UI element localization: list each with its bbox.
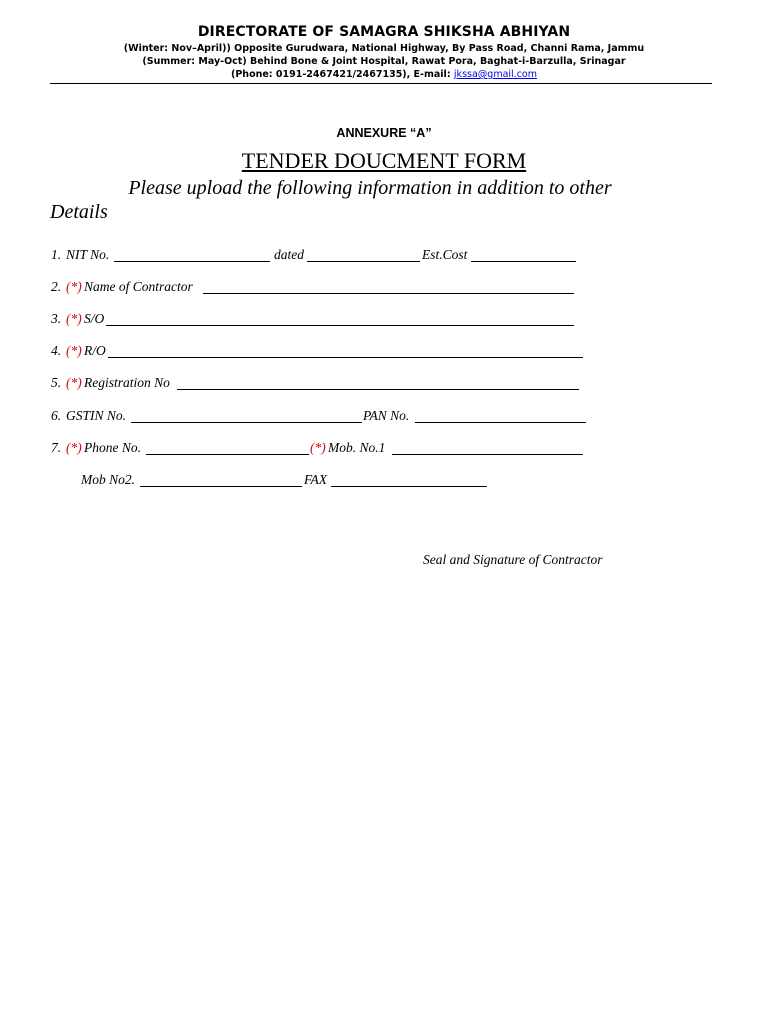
est-cost-field[interactable] bbox=[471, 261, 576, 262]
required-marker: (*) bbox=[66, 279, 82, 294]
email-link[interactable]: jkssa@gmail.com bbox=[453, 69, 537, 80]
fax-label: FAX bbox=[304, 472, 327, 487]
contractor-name-field[interactable] bbox=[203, 293, 574, 294]
required-marker: (*) bbox=[310, 440, 326, 455]
header-winter-address: (Winter: Nov–April)) Opposite Gurudwara, National Highway, By Pass Road, Channi Rama, Jammu bbox=[123, 43, 645, 54]
resident-of-label: R/O bbox=[84, 343, 106, 358]
required-marker: (*) bbox=[66, 311, 82, 326]
row-number: 3. bbox=[51, 311, 62, 326]
pan-field[interactable] bbox=[415, 422, 586, 423]
dated-field[interactable] bbox=[307, 261, 420, 262]
mobile1-field[interactable] bbox=[392, 454, 583, 455]
row-number: 7. bbox=[51, 440, 62, 455]
row-number: 4. bbox=[51, 343, 62, 358]
registration-label: Registration No bbox=[84, 375, 170, 390]
seal-signature-label: Seal and Signature of Contractor bbox=[423, 552, 603, 567]
pan-label: PAN No. bbox=[363, 408, 410, 423]
row-number: 6. bbox=[51, 408, 62, 423]
son-of-label: S/O bbox=[84, 311, 105, 326]
nit-label: NIT No. bbox=[66, 247, 110, 262]
form-instructions-line2: Details bbox=[50, 201, 108, 223]
mobile1-label: Mob. No.1 bbox=[328, 440, 386, 455]
phone-label: Phone No. bbox=[84, 440, 141, 455]
header-title: DIRECTORATE OF SAMAGRA SHIKSHA ABHIYAN bbox=[197, 24, 571, 40]
annexure-label: ANNEXURE “A” bbox=[336, 126, 432, 140]
mobile2-field[interactable] bbox=[140, 486, 302, 487]
nit-field[interactable] bbox=[114, 261, 270, 262]
resident-of-field[interactable] bbox=[108, 357, 583, 358]
gstin-label: GSTIN No. bbox=[66, 408, 127, 423]
header-divider bbox=[50, 83, 712, 84]
row-number: 2. bbox=[51, 279, 62, 294]
gstin-field[interactable] bbox=[131, 422, 362, 423]
row-number: 1. bbox=[51, 247, 62, 262]
dated-label: dated bbox=[274, 247, 304, 262]
row-number: 5. bbox=[51, 375, 62, 390]
contractor-name-label: Name of Contractor bbox=[84, 279, 193, 294]
son-of-field[interactable] bbox=[106, 325, 574, 326]
header-summer-address: (Summer: May-Oct) Behind Bone & Joint Hospital, Rawat Pora, Baghat-i-Barzulla, Srinagar bbox=[142, 56, 626, 67]
form-title: TENDER DOUCMENT FORM bbox=[241, 148, 527, 173]
est-cost-label: Est.Cost bbox=[422, 247, 468, 262]
registration-field[interactable] bbox=[177, 389, 579, 390]
required-marker: (*) bbox=[66, 343, 82, 358]
mobile2-label: Mob No2. bbox=[81, 472, 135, 487]
required-marker: (*) bbox=[66, 375, 82, 390]
form-instructions-line1: Please upload the following information in addition to other bbox=[128, 177, 612, 199]
fax-field[interactable] bbox=[331, 486, 487, 487]
required-marker: (*) bbox=[66, 440, 82, 455]
header-contact bbox=[0, 69, 768, 80]
phone-field[interactable] bbox=[146, 454, 309, 455]
header-phone: (Phone: 0191-2467421/2467135), E-mail: bbox=[231, 69, 454, 80]
